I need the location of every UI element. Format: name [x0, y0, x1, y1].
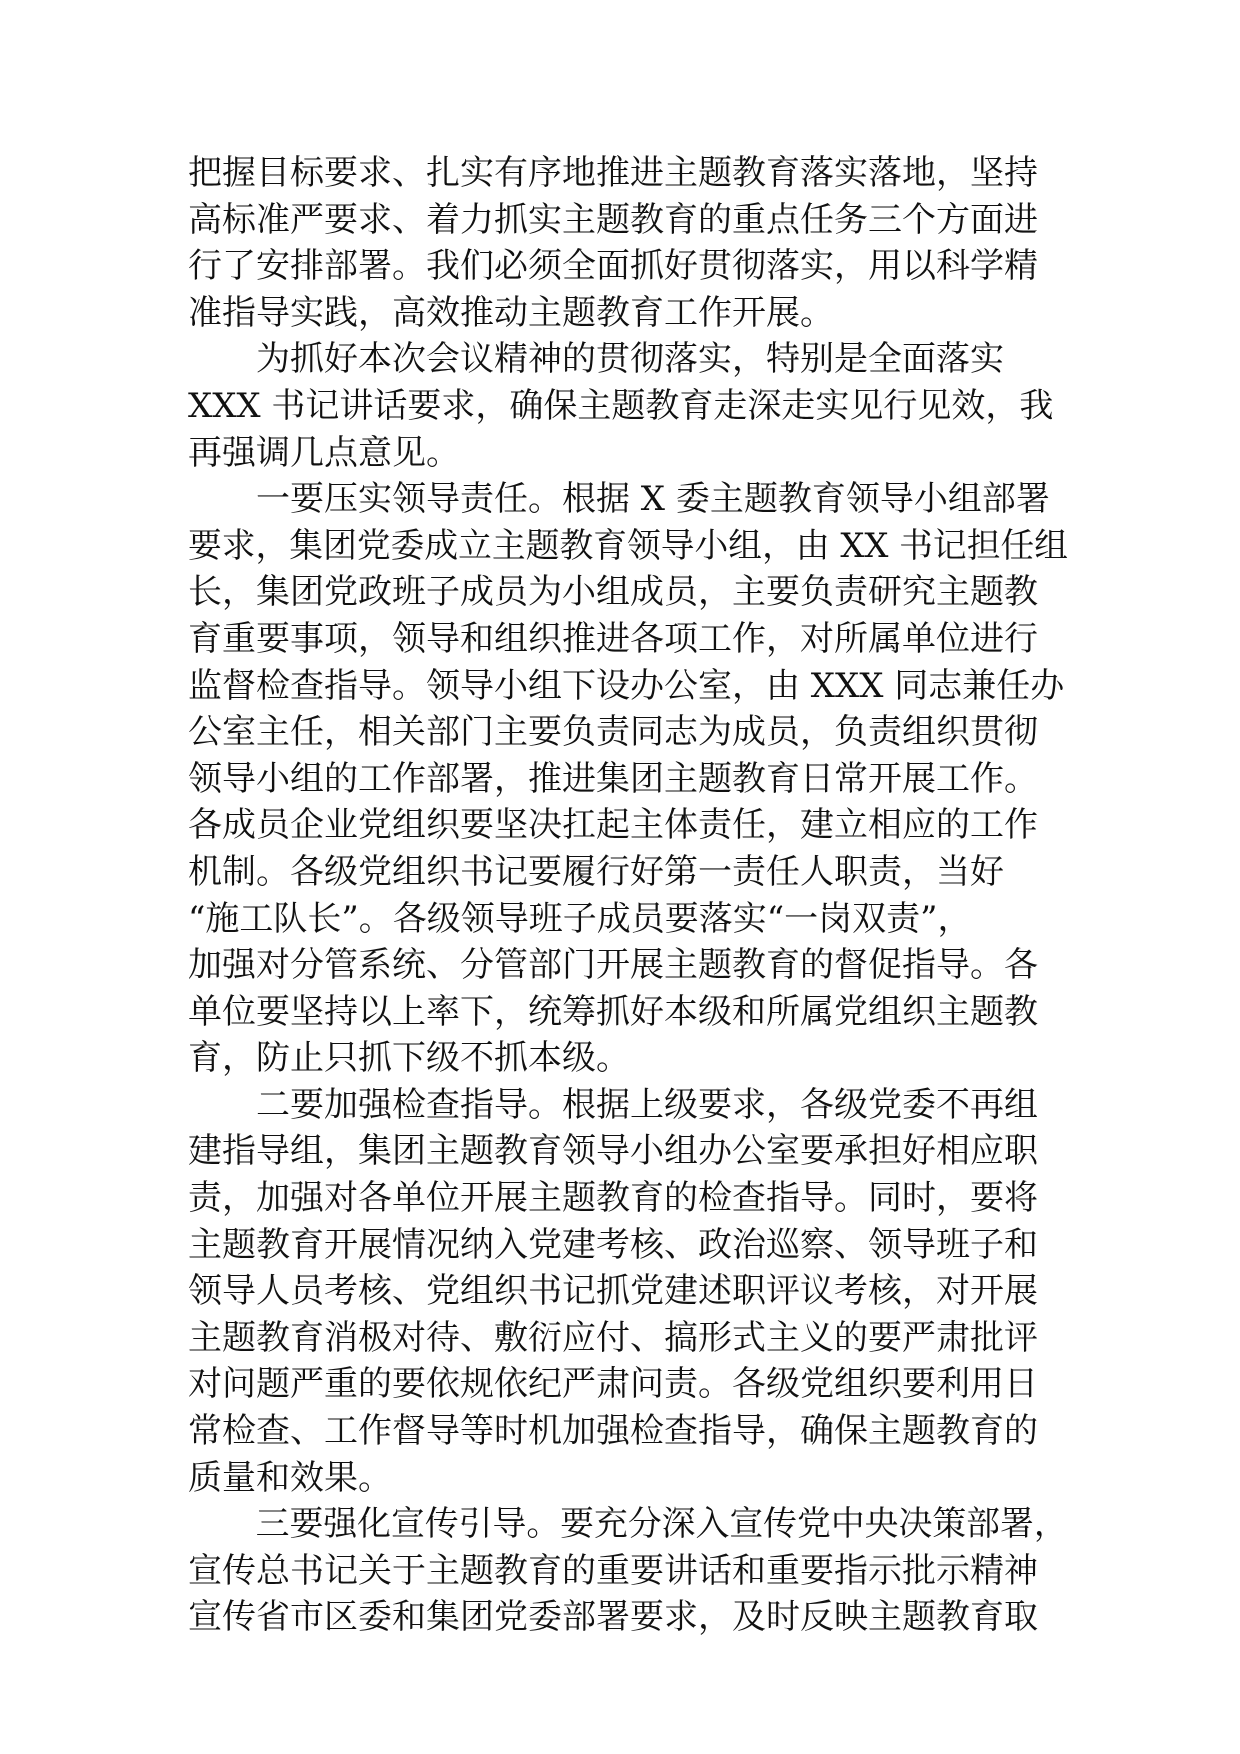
text-line: 建指导组，集团主题教育领导小组办公室要承担好相应职: [188, 1131, 1038, 1172]
text-line: 责，加强对各单位开展主题教育的检查指导。同时，要将: [188, 1178, 1038, 1219]
text-line: 要求，集团党委成立主题教育领导小组，由 XX 书记担任组: [188, 525, 1069, 566]
text-line: 宣传总书记关于主题教育的重要讲话和重要指示批示精神: [188, 1550, 1038, 1591]
paragraph-first-line: 三要强化宣传引导。要充分深入宣传党中央决策部署，: [255, 1504, 1068, 1545]
text-line: 机制。各级党组织书记要履行好第一责任人职责，当好: [188, 851, 1004, 892]
text-line: 领导人员考核、党组织书记抓党建述职评议考核，对开展: [188, 1271, 1038, 1312]
text-line: 常检查、工作督导等时机加强检查指导，确保主题教育的: [188, 1411, 1038, 1452]
paragraph-first-line: 为抓好本次会议精神的贯彻落实，特别是全面落实: [256, 339, 1004, 380]
text-line: 育，防止只抓下级不抓本级。: [188, 1038, 630, 1079]
paragraph-first-line: 二要加强检查指导。根据上级要求，各级党委不再组: [256, 1084, 1038, 1125]
text-line: “施工队长”。各级领导班子成员要落实“一岗双责”，: [188, 898, 972, 939]
text-line: 再强调几点意见。: [188, 432, 460, 473]
document-body: [188, 150, 1068, 1641]
text-line: 行了安排部署。我们必须全面抓好贯彻落实，用以科学精: [188, 246, 1038, 287]
text-line: XXX 书记讲话要求，确保主题教育走深走实见行见效，我: [188, 385, 1054, 426]
text-line: 育重要事项，领导和组织推进各项工作，对所属单位进行: [188, 618, 1038, 659]
text-line: 宣传省市区委和集团党委部署要求，及时反映主题教育取: [188, 1597, 1038, 1638]
text-line: 领导小组的工作部署，推进集团主题教育日常开展工作。: [188, 758, 1038, 799]
text-line: 监督检查指导。领导小组下设办公室，由 XXX 同志兼任办: [188, 665, 1065, 706]
paragraph-first-line: 一要压实领导责任。根据 X 委主题教育领导小组部署: [256, 479, 1050, 520]
text-line: 准指导实践，高效推动主题教育工作开展。: [188, 292, 834, 333]
text-line: 主题教育消极对待、敷衍应付、搞形式主义的要严肃批评: [188, 1317, 1038, 1358]
text-line: 各成员企业党组织要坚决扛起主体责任，建立相应的工作: [188, 805, 1038, 846]
text-line: 加强对分管系统、分管部门开展主题教育的督促指导。各: [188, 945, 1038, 986]
text-line: 质量和效果。: [188, 1457, 392, 1498]
text-line: 长，集团党政班子成员为小组成员，主要负责研究主题教: [188, 572, 1038, 613]
text-line: 高标准严要求、着力抓实主题教育的重点任务三个方面进: [188, 199, 1038, 240]
text-line: 公室主任，相关部门主要负责同志为成员，负责组织贯彻: [188, 712, 1038, 753]
text-line: 单位要坚持以上率下，统筹抓好本级和所属党组织主题教: [188, 991, 1038, 1032]
text-line: 对问题严重的要依规依纪严肃问责。各级党组织要利用日: [188, 1364, 1038, 1405]
text-line: 把握目标要求、扎实有序地推进主题教育落实落地，坚持: [188, 153, 1038, 193]
text-line: 主题教育开展情况纳入党建考核、政治巡察、领导班子和: [188, 1224, 1038, 1265]
